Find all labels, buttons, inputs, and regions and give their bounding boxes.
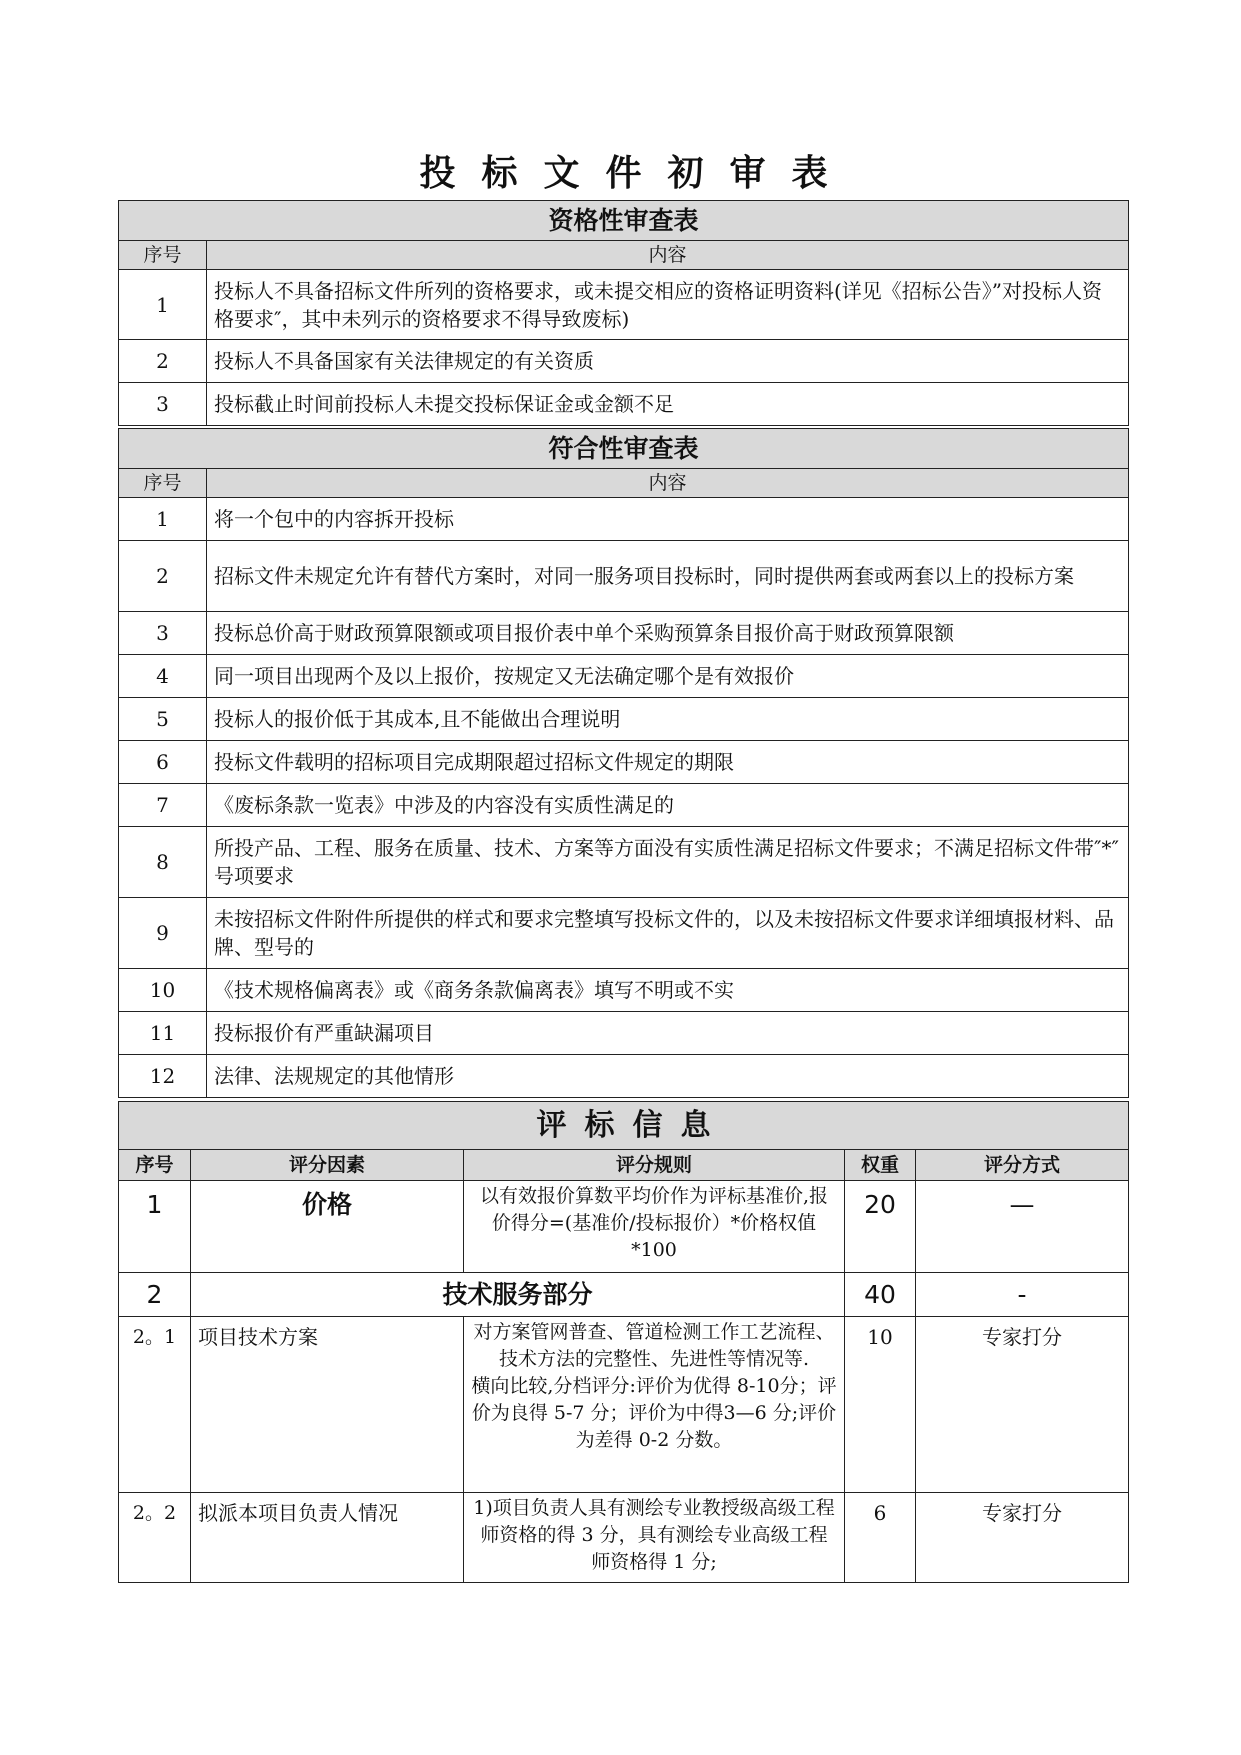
row-text: 投标总价高于财政预算限额或项目报价表中单个采购预算条目报价高于财政预算限额 xyxy=(207,612,1129,655)
item-no: 2。2 xyxy=(119,1493,191,1583)
row-text: 招标文件未规定允许有替代方案时，对同一服务项目投标时，同时提供两套或两套以上的投标方案 xyxy=(207,541,1129,612)
price-weight: 20 xyxy=(845,1181,916,1273)
table-row xyxy=(119,1055,1129,1098)
col-header-factor: 评分因素 xyxy=(191,1150,464,1181)
price-no: 1 xyxy=(119,1181,191,1273)
row-no: 2 xyxy=(119,541,207,612)
row-no: 9 xyxy=(119,898,207,969)
section-title: 符合性审查表 xyxy=(119,429,1129,469)
col-header-method: 评分方式 xyxy=(916,1150,1129,1181)
item-weight: 10 xyxy=(845,1317,916,1493)
compliance-table xyxy=(118,428,1129,1098)
table-row xyxy=(119,827,1129,898)
row-text: 投标人不具备国家有关法律规定的有关资质 xyxy=(207,340,1129,383)
row-text: 投标截止时间前投标人未提交投标保证金或金额不足 xyxy=(207,383,1129,426)
row-no: 2 xyxy=(119,340,207,383)
item-factor: 项目技术方案 xyxy=(191,1317,464,1493)
tech-method: - xyxy=(916,1273,1129,1317)
col-header-no: 序号 xyxy=(119,1150,191,1181)
item-rule: 对方案管网普查、管道检测工作工艺流程、技术方法的完整性、先进性等情况等. 横向比较,分档评分:评价为优得 8-10分；评价为良得 5-7 分；评价为中得3—6 分;评价为差得 0-2 分数。 xyxy=(464,1317,845,1493)
page-title: 投标文件初审表 xyxy=(419,153,854,194)
row-text: 法律、法规规定的其他情形 xyxy=(207,1055,1129,1098)
table-row xyxy=(119,784,1129,827)
table-row xyxy=(119,612,1129,655)
item-factor: 拟派本项目负责人情况 xyxy=(191,1493,464,1583)
row-text: 未按招标文件附件所提供的样式和要求完整填写投标文件的，以及未按招标文件要求详细填报材料、品牌、型号的 xyxy=(207,898,1129,969)
col-header-content: 内容 xyxy=(207,241,1129,270)
table-row xyxy=(119,340,1129,383)
col-header-no: 序号 xyxy=(119,241,207,270)
row-no: 1 xyxy=(119,498,207,541)
row-text: 将一个包中的内容拆开投标 xyxy=(207,498,1129,541)
row-text: 所投产品、工程、服务在质量、技术、方案等方面没有实质性满足招标文件要求；不满足招标文件带″*″号项要求 xyxy=(207,827,1129,898)
row-no: 10 xyxy=(119,969,207,1012)
section-title: 资格性审查表 xyxy=(119,201,1129,241)
row-text: 同一项目出现两个及以上报价，按规定又无法确定哪个是有效报价 xyxy=(207,655,1129,698)
table-row xyxy=(119,969,1129,1012)
item-method: 专家打分 xyxy=(916,1493,1129,1583)
table-row xyxy=(119,1493,1129,1583)
table-row xyxy=(119,698,1129,741)
row-text: 投标人不具备招标文件所列的资格要求，或未提交相应的资格证明资料(详见《招标公告》”对投标人资格要求″，其中未列示的资格要求不得导致废标) xyxy=(207,270,1129,340)
table-row xyxy=(119,1273,1129,1317)
evaluation-table xyxy=(118,1101,1129,1583)
item-method: 专家打分 xyxy=(916,1317,1129,1493)
item-weight: 6 xyxy=(845,1493,916,1583)
table-row xyxy=(119,1012,1129,1055)
row-text: 投标文件载明的招标项目完成期限超过招标文件规定的期限 xyxy=(207,741,1129,784)
tech-factor: 技术服务部分 xyxy=(191,1273,845,1317)
col-header-content: 内容 xyxy=(207,469,1129,498)
row-no: 12 xyxy=(119,1055,207,1098)
table-row xyxy=(119,383,1129,426)
row-no: 4 xyxy=(119,655,207,698)
tech-weight: 40 xyxy=(845,1273,916,1317)
price-method: — xyxy=(916,1181,1129,1273)
row-no: 6 xyxy=(119,741,207,784)
item-rule: 1)项目负责人具有测绘专业教授级高级工程师资格的得 3 分，具有测绘专业高级工程师资格得 1 分; xyxy=(464,1493,845,1583)
table-row xyxy=(119,498,1129,541)
row-text: 《废标条款一览表》中涉及的内容没有实质性满足的 xyxy=(207,784,1129,827)
table-row xyxy=(119,741,1129,784)
table-row xyxy=(119,270,1129,340)
row-text: 投标人的报价低于其成本,且不能做出合理说明 xyxy=(207,698,1129,741)
item-no: 2。1 xyxy=(119,1317,191,1493)
qualification-table xyxy=(118,200,1129,426)
table-row xyxy=(119,541,1129,612)
row-no: 3 xyxy=(119,383,207,426)
table-row xyxy=(119,655,1129,698)
row-text: 《技术规格偏离表》或《商务条款偏离表》填写不明或不实 xyxy=(207,969,1129,1012)
tech-no: 2 xyxy=(119,1273,191,1317)
row-no: 5 xyxy=(119,698,207,741)
row-no: 11 xyxy=(119,1012,207,1055)
row-no: 3 xyxy=(119,612,207,655)
table-row xyxy=(119,1317,1129,1493)
table-row xyxy=(119,898,1129,969)
col-header-weight: 权重 xyxy=(845,1150,916,1181)
row-no: 8 xyxy=(119,827,207,898)
section-title: 评标信息 xyxy=(119,1102,1129,1150)
row-no: 1 xyxy=(119,270,207,340)
col-header-no: 序号 xyxy=(119,469,207,498)
price-rule: 以有效报价算数平均价作为评标基准价,报价得分=(基准价/投标报价）*价格权值*100 xyxy=(464,1181,845,1273)
row-text: 投标报价有严重缺漏项目 xyxy=(207,1012,1129,1055)
price-factor: 价格 xyxy=(191,1181,464,1273)
table-row xyxy=(119,1181,1129,1273)
col-header-rule: 评分规则 xyxy=(464,1150,845,1181)
row-no: 7 xyxy=(119,784,207,827)
